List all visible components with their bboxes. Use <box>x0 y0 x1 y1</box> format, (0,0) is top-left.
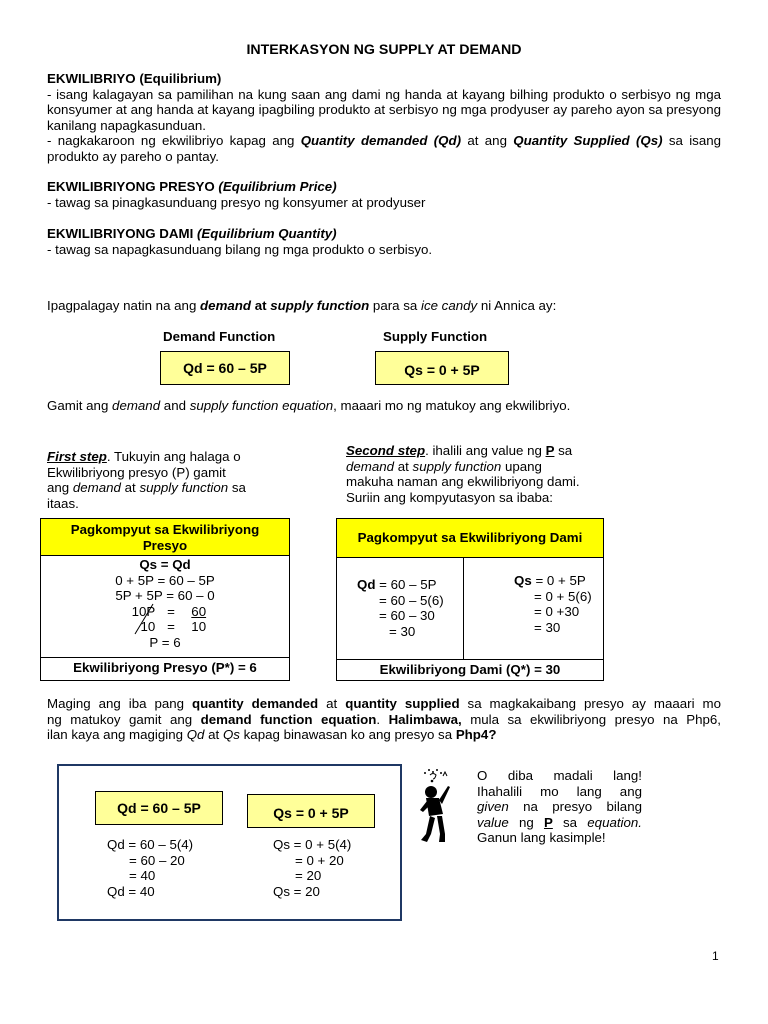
example-qs-computation: Qs = 0 + 5(4) = 0 + 20 = 20 Qs = 20 <box>273 837 352 899</box>
presyo-definition: - tawag sa pinagkasunduang presyo ng konsyumer at prodyuser <box>47 194 426 210</box>
dami-heading: EKWILIBRIYONG DAMI (Equilibrium Quantity) <box>47 226 337 241</box>
side-note: O diba madali lang! Ihahalili mo lang ang given na presyo bilang value ng P sa equation. Ganun lang kasimple! <box>477 768 642 846</box>
dami-result: Ekwilibriyong Dami (Q*) = 30 <box>379 662 561 677</box>
demand-function-label: Demand Function <box>163 329 276 344</box>
presyo-result: Ekwilibriyong Presyo (P*) = 6 <box>73 660 257 675</box>
thinking-person-icon <box>417 768 461 846</box>
example-box <box>57 764 402 921</box>
example-qd-computation: Qd = 60 – 5(4) = 60 – 20 = 40 Qd = 40 <box>107 837 194 899</box>
dami-computation-table <box>336 518 604 681</box>
ekwilibriyo-condition: - nagkakaroon ng ekwilibriyo kapag ang Quantity demanded (Qd) at ang Quantity Supplied (Qs) sa isang produkto ay pareho o pantay. <box>47 133 722 164</box>
ekwilibriyo-section <box>47 71 721 165</box>
dami-section <box>47 226 721 257</box>
gamit-sentence: Gamit ang demand and supply function equation, maaari mo ng matukoy ang ekwilibriyo. <box>47 398 571 413</box>
qs-computation: Qs = 0 + 5P = 0 + 5(6) = 0 +30 = 30 <box>514 573 592 635</box>
presyo-table-header: Pagkompyut sa Ekwilibriyong Presyo <box>41 519 289 556</box>
dami-table-body <box>337 558 603 660</box>
supply-equation-box: Qs = 0 + 5P <box>375 351 509 385</box>
qd-computation: Qd = 60 – 5P = 60 – 5(6) = 60 – 30 = 30 <box>357 577 444 639</box>
example-demand-box: Qd = 60 – 5P <box>95 791 223 825</box>
dami-definition: - tawag sa napagkasunduang bilang ng mga produkto o serbisyo. <box>47 241 433 257</box>
first-step-label: First step <box>47 449 107 464</box>
column-divider <box>463 558 464 659</box>
maging-paragraph: Maging ang iba pang quantity demanded at quantity supplied sa magkakaibang presyo ay maaari mo ng matukoy gamit ang demand function equation. Halimbawa, mula sa ekwilibriyong presyo na Php6, ilan kaya ang magiging Qd at Qs kapag binawasan ko ang presyo sa Php4? <box>47 696 721 743</box>
intro-sentence: Ipagpalagay natin na ang demand at supply function para sa ice candy ni Annica ay: <box>47 298 557 313</box>
ekwilibriyo-heading: EKWILIBRIYO (Equilibrium) <box>47 71 222 86</box>
demand-equation-box: Qd = 60 – 5P <box>160 351 290 385</box>
second-step: Second step. ihalili ang value ng P sa demand at supply function upang makuha naman ang ekwilibriyong dami. Suriin ang kompyutasyon sa ibaba: <box>346 443 580 505</box>
presyo-computation-table <box>40 518 290 681</box>
presyo-step-10p: 10P = 60 <box>41 604 289 620</box>
second-step-label: Second step <box>346 443 426 458</box>
dami-table-header: Pagkompyut sa Ekwilibriyong Dami <box>337 519 603 558</box>
ekwilibriyo-definition: - isang kalagayan sa pamilihan na kung saan ang dami ng handa at kayang bilhing produkto o serbisyo ng mga konsyumer at ang handa at kayang ipagbiling produkto at serbisyo ng mga prodyuser ay pareho ayon sa presyong kanilang napagkasunduan. <box>47 86 721 133</box>
cancel-slash-icon <box>133 602 155 636</box>
page-title: INTERKASYON NG SUPPLY AT DEMAND <box>246 42 522 58</box>
presyo-table-body: Qs = Qd 0 + 5P = 60 – 5P 5P + 5P = 60 – 0 10P = 60 10 = 10 P = 6 <box>41 556 289 658</box>
page-number: 1 <box>712 949 719 963</box>
example-supply-box: Qs = 0 + 5P <box>247 794 375 828</box>
supply-function-label: Supply Function <box>383 329 488 344</box>
presyo-heading: EKWILIBRIYONG PRESYO (Equilibrium Price) <box>47 179 337 194</box>
presyo-section <box>47 179 721 210</box>
first-step: First step. Tukuyin ang halaga o Ekwilibriyong presyo (P) gamit ang demand at supply function sa itaas. <box>47 449 246 511</box>
